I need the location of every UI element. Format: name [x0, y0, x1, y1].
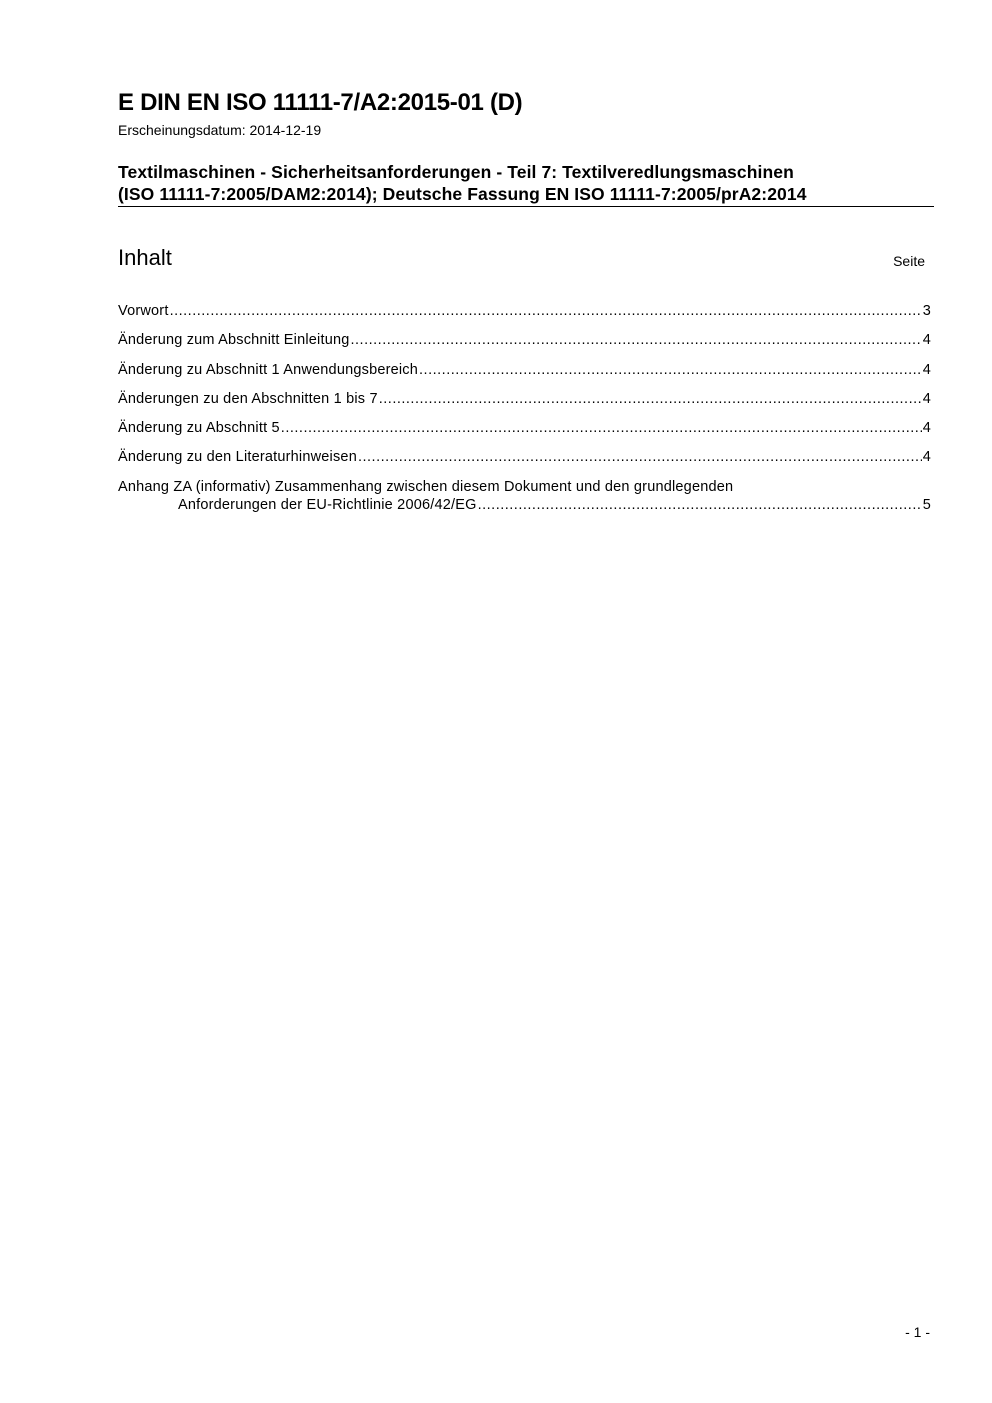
toc-entry-page: 4	[922, 390, 931, 407]
toc-leader-dots	[351, 331, 922, 349]
toc-entry-abschnitt-5[interactable]	[118, 419, 931, 448]
toc-page-label: Seite	[893, 253, 925, 269]
toc-entry-abschnitte-1-bis-7[interactable]	[118, 390, 931, 419]
toc-leader-dots	[419, 361, 922, 379]
toc-entry-page: 4	[922, 332, 931, 349]
toc-leader-dots	[358, 448, 922, 466]
toc-entry-label-line-1: Anhang ZA (informativ) Zusammenhang zwischen diesem Dokument und den grundlegenden	[118, 478, 734, 495]
toc-entry-label: Vorwort	[118, 303, 169, 319]
table-of-contents	[118, 302, 931, 514]
title-divider	[118, 206, 934, 207]
toc-entry-page: 4	[922, 449, 931, 466]
toc-entry-einleitung[interactable]	[118, 331, 931, 360]
toc-leader-dots	[170, 302, 922, 320]
toc-entry-page: 5	[922, 496, 931, 513]
toc-entry-label: Änderungen zu den Abschnitten 1 bis 7	[118, 390, 378, 407]
toc-entry-label-line-2: Anforderungen der EU-Richtlinie 2006/42/EG	[178, 496, 477, 513]
toc-heading: Inhalt	[118, 245, 172, 270]
toc-entry-label: Änderung zu Abschnitt 5	[118, 420, 280, 437]
toc-entry-label: Änderung zu den Literaturhinweisen	[118, 449, 357, 466]
toc-entry-label: Änderung zum Abschnitt Einleitung	[118, 332, 350, 349]
toc-entry-page: 3	[922, 303, 931, 319]
toc-entry-label: Änderung zu Abschnitt 1 Anwendungsbereich	[118, 361, 419, 378]
document-title	[118, 161, 934, 205]
publication-date: Erscheinungsdatum: 2014-12-19	[118, 122, 322, 138]
toc-leader-dots	[379, 390, 922, 408]
document-title-line-1: Textilmaschinen - Sicherheitsanforderungen - Teil 7: Textilveredlungsmaschinen	[118, 162, 794, 182]
document-id: E DIN EN ISO 11111-7/A2:2015-01 (D)	[118, 89, 523, 116]
toc-entry-vorwort[interactable]	[118, 302, 931, 331]
toc-entry-page: 4	[922, 361, 931, 378]
toc-entry-anwendungsbereich[interactable]	[118, 361, 931, 390]
toc-leader-dots	[478, 496, 922, 514]
document-title-line-2: (ISO 11111-7:2005/DAM2:2014); Deutsche Fassung EN ISO 11111-7:2005/prA2:2014	[118, 184, 807, 204]
toc-entry-literaturhinweise[interactable]	[118, 448, 931, 477]
toc-entry-anhang-za[interactable]	[118, 478, 931, 514]
page-number: - 1 -	[905, 1324, 930, 1340]
toc-entry-page: 4	[922, 420, 931, 437]
toc-leader-dots	[281, 419, 922, 437]
